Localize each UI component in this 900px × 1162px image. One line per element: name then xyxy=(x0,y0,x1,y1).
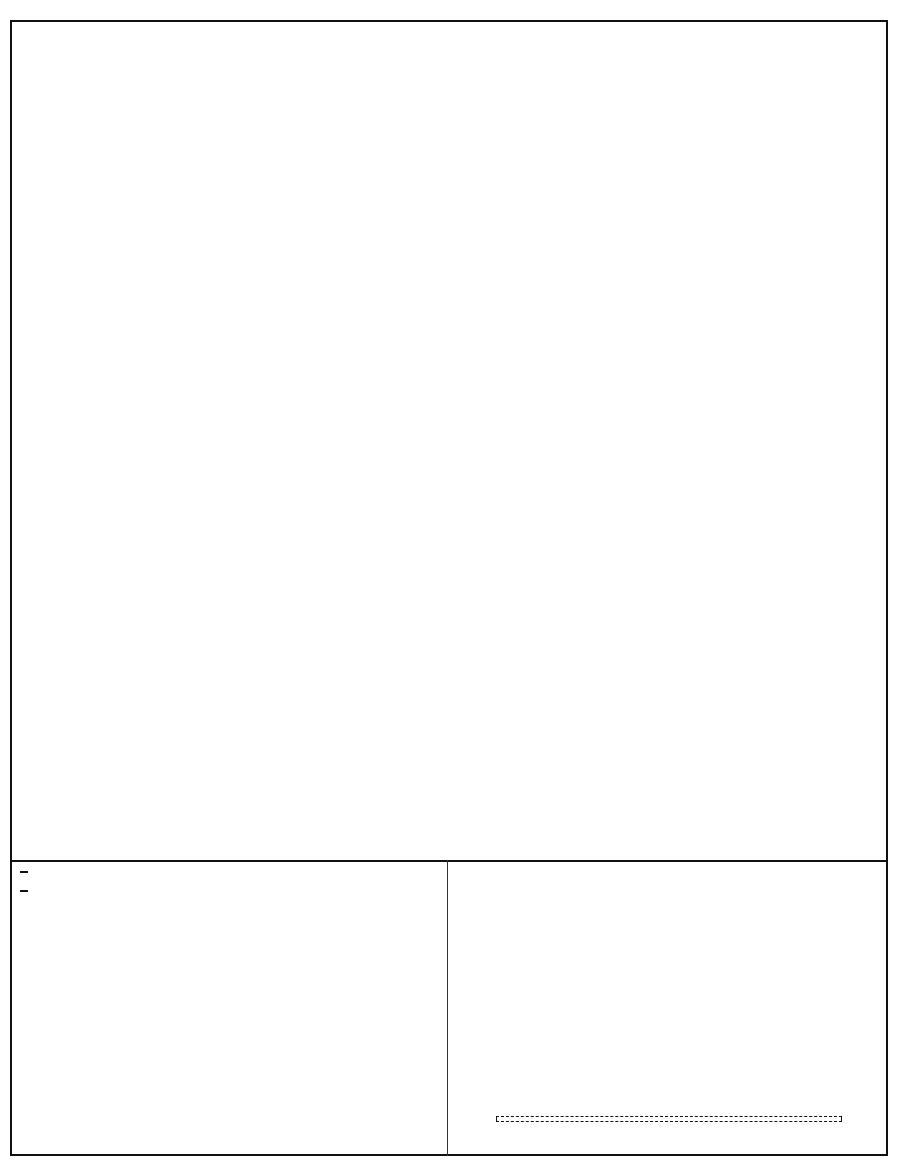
bus-notice xyxy=(496,1116,842,1122)
notes-right xyxy=(456,864,882,878)
notes-column-divider xyxy=(447,860,448,1156)
notes-divider xyxy=(12,860,886,862)
coach-symbol-12 xyxy=(20,871,28,873)
notes-section xyxy=(12,860,886,1156)
timetable-page xyxy=(4,0,894,1160)
timetable-frame xyxy=(10,20,888,1156)
coach-symbol-2 xyxy=(20,890,28,892)
notes-left xyxy=(20,864,440,914)
